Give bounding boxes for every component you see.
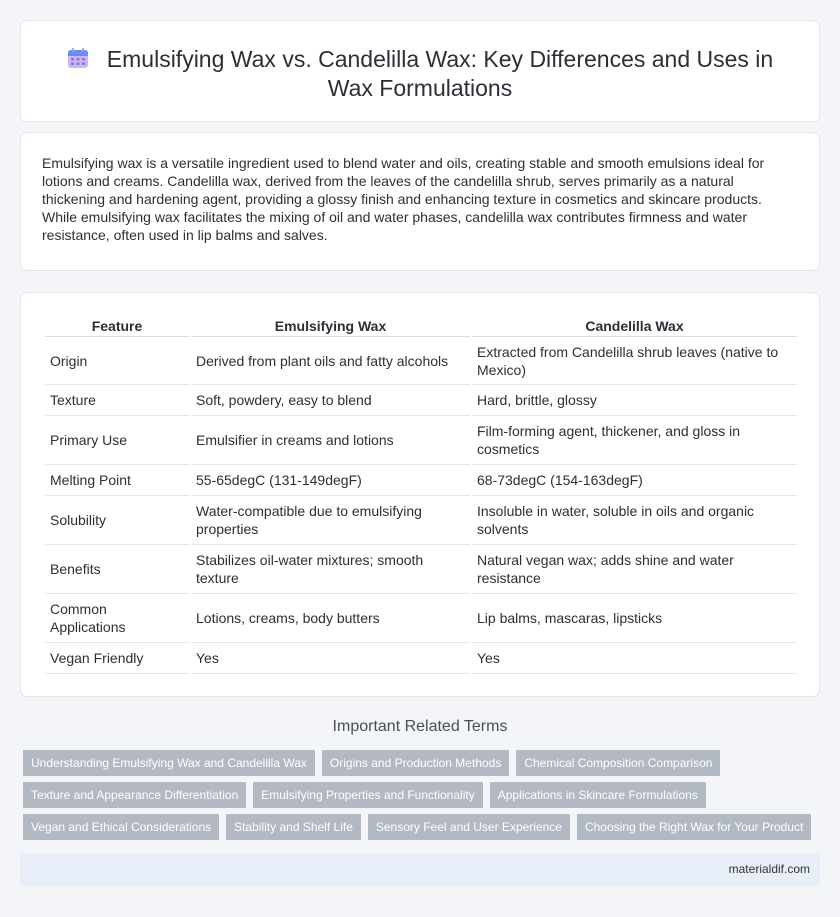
intro-paragraph: Emulsifying wax is a versatile ingredient used to blend water and oils, creating stable and smooth emulsions ideal for lotions and creams. Candelilla wax, derived from the leaves of the candelilla shrub, serves primarily as a natural thickening and hardening agent, providing a glossy finish and enhancing texture in cosmetics and skincare products. While emulsifying wax facilitates the mixing of oil and water phases, candelilla wax contributes firmness and water resistance, often used in lip balms and salves.	[42, 155, 765, 243]
page-title-wrap	[21, 45, 819, 103]
table-row	[45, 643, 797, 674]
table-row	[45, 496, 797, 545]
related-term-tag[interactable]: Texture and Appearance Differentiation	[23, 782, 246, 808]
row-feature: Melting Point	[45, 465, 189, 496]
row-candelilla-value: 68-73degC (154-163degF)	[472, 465, 797, 496]
row-feature: Common Applications	[45, 594, 189, 643]
row-candelilla-value: Yes	[472, 643, 797, 674]
comparison-card	[20, 292, 820, 697]
related-terms-list	[23, 750, 813, 846]
header-candelilla-wax: Candelilla Wax	[472, 317, 797, 337]
table-row	[45, 337, 797, 385]
title-card	[20, 20, 820, 122]
row-emulsifying-value: Water-compatible due to emulsifying properties	[191, 496, 470, 545]
header-emulsifying-wax: Emulsifying Wax	[191, 317, 470, 337]
related-term-tag[interactable]: Chemical Composition Comparison	[516, 750, 720, 776]
page-title: Emulsifying Wax vs. Candelilla Wax: Key Differences and Uses in Wax Formulations	[106, 46, 774, 101]
row-feature: Origin	[45, 337, 189, 385]
related-term-tag[interactable]: Origins and Production Methods	[322, 750, 509, 776]
row-emulsifying-value: Derived from plant oils and fatty alcohols	[191, 337, 470, 385]
table-row	[45, 385, 797, 416]
table-row	[45, 594, 797, 643]
related-term-tag[interactable]: Stability and Shelf Life	[226, 814, 361, 840]
table-row	[45, 465, 797, 496]
row-emulsifying-value: Soft, powdery, easy to blend	[191, 385, 470, 416]
row-emulsifying-value: Stabilizes oil-water mixtures; smooth texture	[191, 545, 470, 594]
comparison-table	[43, 317, 799, 674]
related-term-tag[interactable]: Emulsifying Properties and Functionality	[253, 782, 482, 808]
calendar-icon	[67, 47, 89, 69]
related-term-tag[interactable]: Vegan and Ethical Considerations	[23, 814, 219, 840]
row-candelilla-value: Natural vegan wax; adds shine and water resistance	[472, 545, 797, 594]
row-feature: Texture	[45, 385, 189, 416]
row-emulsifying-value: 55-65degC (131-149degF)	[191, 465, 470, 496]
footer-site-link[interactable]: materialdif.com	[728, 862, 810, 876]
row-emulsifying-value: Yes	[191, 643, 470, 674]
header-feature: Feature	[45, 317, 189, 337]
related-term-tag[interactable]: Applications in Skincare Formulations	[490, 782, 706, 808]
related-term-tag[interactable]: Sensory Feel and User Experience	[368, 814, 570, 840]
tag-row	[23, 814, 813, 840]
row-emulsifying-value: Lotions, creams, body butters	[191, 594, 470, 643]
table-header-row	[45, 317, 797, 337]
row-feature: Primary Use	[45, 416, 189, 465]
row-feature: Benefits	[45, 545, 189, 594]
table-row	[45, 416, 797, 465]
row-emulsifying-value: Emulsifier in creams and lotions	[191, 416, 470, 465]
tag-row	[23, 782, 813, 808]
footer	[20, 853, 820, 886]
row-feature: Vegan Friendly	[45, 643, 189, 674]
related-term-tag[interactable]: Understanding Emulsifying Wax and Candelilla Wax	[23, 750, 315, 776]
related-terms-title: Important Related Terms	[332, 718, 508, 735]
intro-card	[20, 132, 820, 271]
row-candelilla-value: Hard, brittle, glossy	[472, 385, 797, 416]
row-candelilla-value: Insoluble in water, soluble in oils and organic solvents	[472, 496, 797, 545]
row-candelilla-value: Film-forming agent, thickener, and gloss in cosmetics	[472, 416, 797, 465]
row-feature: Solubility	[45, 496, 189, 545]
table-row	[45, 545, 797, 594]
row-candelilla-value: Extracted from Candelilla shrub leaves (native to Mexico)	[472, 337, 797, 385]
tag-row	[23, 750, 813, 776]
related-term-tag[interactable]: Choosing the Right Wax for Your Product	[577, 814, 811, 840]
row-candelilla-value: Lip balms, mascaras, lipsticks	[472, 594, 797, 643]
